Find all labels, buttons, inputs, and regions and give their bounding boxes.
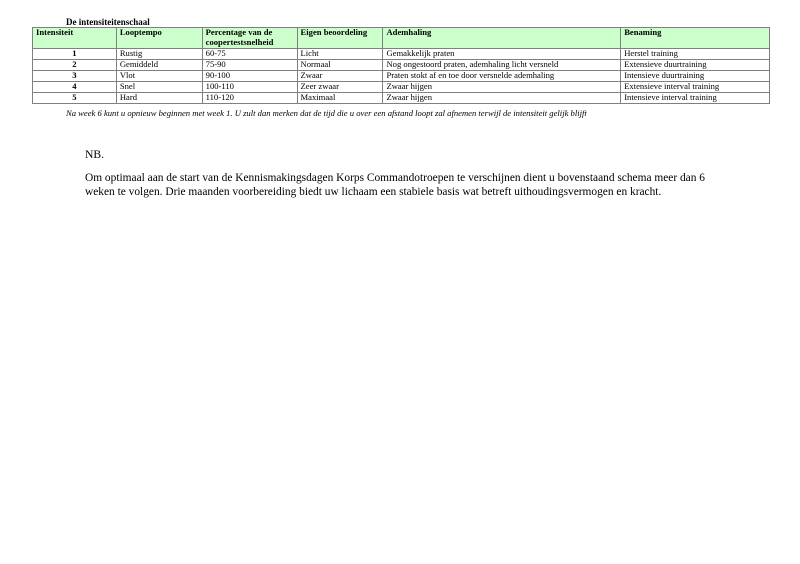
cell-eigen-beoordeling: Zwaar [297,71,383,82]
table-row [33,60,770,71]
cell-looptempo: Gemiddeld [116,60,202,71]
table-row [33,71,770,82]
intensity-scale-table [32,27,770,104]
cell-ademhaling: Gemakkelijk praten [383,49,621,60]
cell-benaming: Herstel training [621,49,770,60]
cell-looptempo: Snel [116,82,202,93]
cell-intensiteit: 4 [33,82,117,93]
cell-intensiteit: 1 [33,49,117,60]
body-paragraph: Om optimaal aan de start van de Kennismakingsdagen Korps Commandotroepen te verschijnen dient u bovenstaand schema meer dan 6 weken te volgen. Drie maanden voorbereiding biedt uw lichaam een stabiele basis wat betreft uithoudingsvermogen en kracht. [85,172,705,198]
cell-ademhaling: Nog ongestoord praten, ademhaling licht versneld [383,60,621,71]
cell-benaming: Extensieve duurtraining [621,60,770,71]
table-caption: De intensiteitenschaal [66,17,150,27]
cell-eigen-beoordeling: Licht [297,49,383,60]
header-intensiteit: Intensiteit [33,28,117,49]
table-row [33,93,770,104]
header-benaming: Benaming [621,28,770,49]
table-row [33,49,770,60]
cell-intensiteit: 2 [33,60,117,71]
cell-intensiteit: 3 [33,71,117,82]
cell-eigen-beoordeling: Zeer zwaar [297,82,383,93]
cell-benaming: Intensieve interval training [621,93,770,104]
table-row [33,82,770,93]
cell-benaming: Extensieve interval training [621,82,770,93]
cell-looptempo: Rustig [116,49,202,60]
cell-looptempo: Vlot [116,71,202,82]
cell-ademhaling: Praten stokt af en toe door versnelde ademhaling [383,71,621,82]
table-header-row [33,28,770,49]
cell-ademhaling: Zwaar hijgen [383,82,621,93]
header-eigen-beoordeling: Eigen beoordeling [297,28,383,49]
cell-intensiteit: 5 [33,93,117,104]
cell-eigen-beoordeling: Normaal [297,60,383,71]
cell-percentage: 90-100 [202,71,297,82]
cell-eigen-beoordeling: Maximaal [297,93,383,104]
cell-percentage: 75-90 [202,60,297,71]
cell-percentage: 110-120 [202,93,297,104]
cell-looptempo: Hard [116,93,202,104]
cell-benaming: Intensieve duurtraining [621,71,770,82]
nb-label: NB. [85,148,105,161]
cell-percentage: 100-110 [202,82,297,93]
header-percentage: Percentage van de coopertestsnelheid [202,28,297,49]
header-looptempo: Looptempo [116,28,202,49]
header-ademhaling: Ademhaling [383,28,621,49]
cell-ademhaling: Zwaar hijgen [383,93,621,104]
table-footnote: Na week 6 kunt u opnieuw beginnen met week 1. U zult dan merken dat de tijd die u over een afstand loopt zal afnemen terwijl de intensiteit gelijk blijft [66,108,587,118]
cell-percentage: 60-75 [202,49,297,60]
